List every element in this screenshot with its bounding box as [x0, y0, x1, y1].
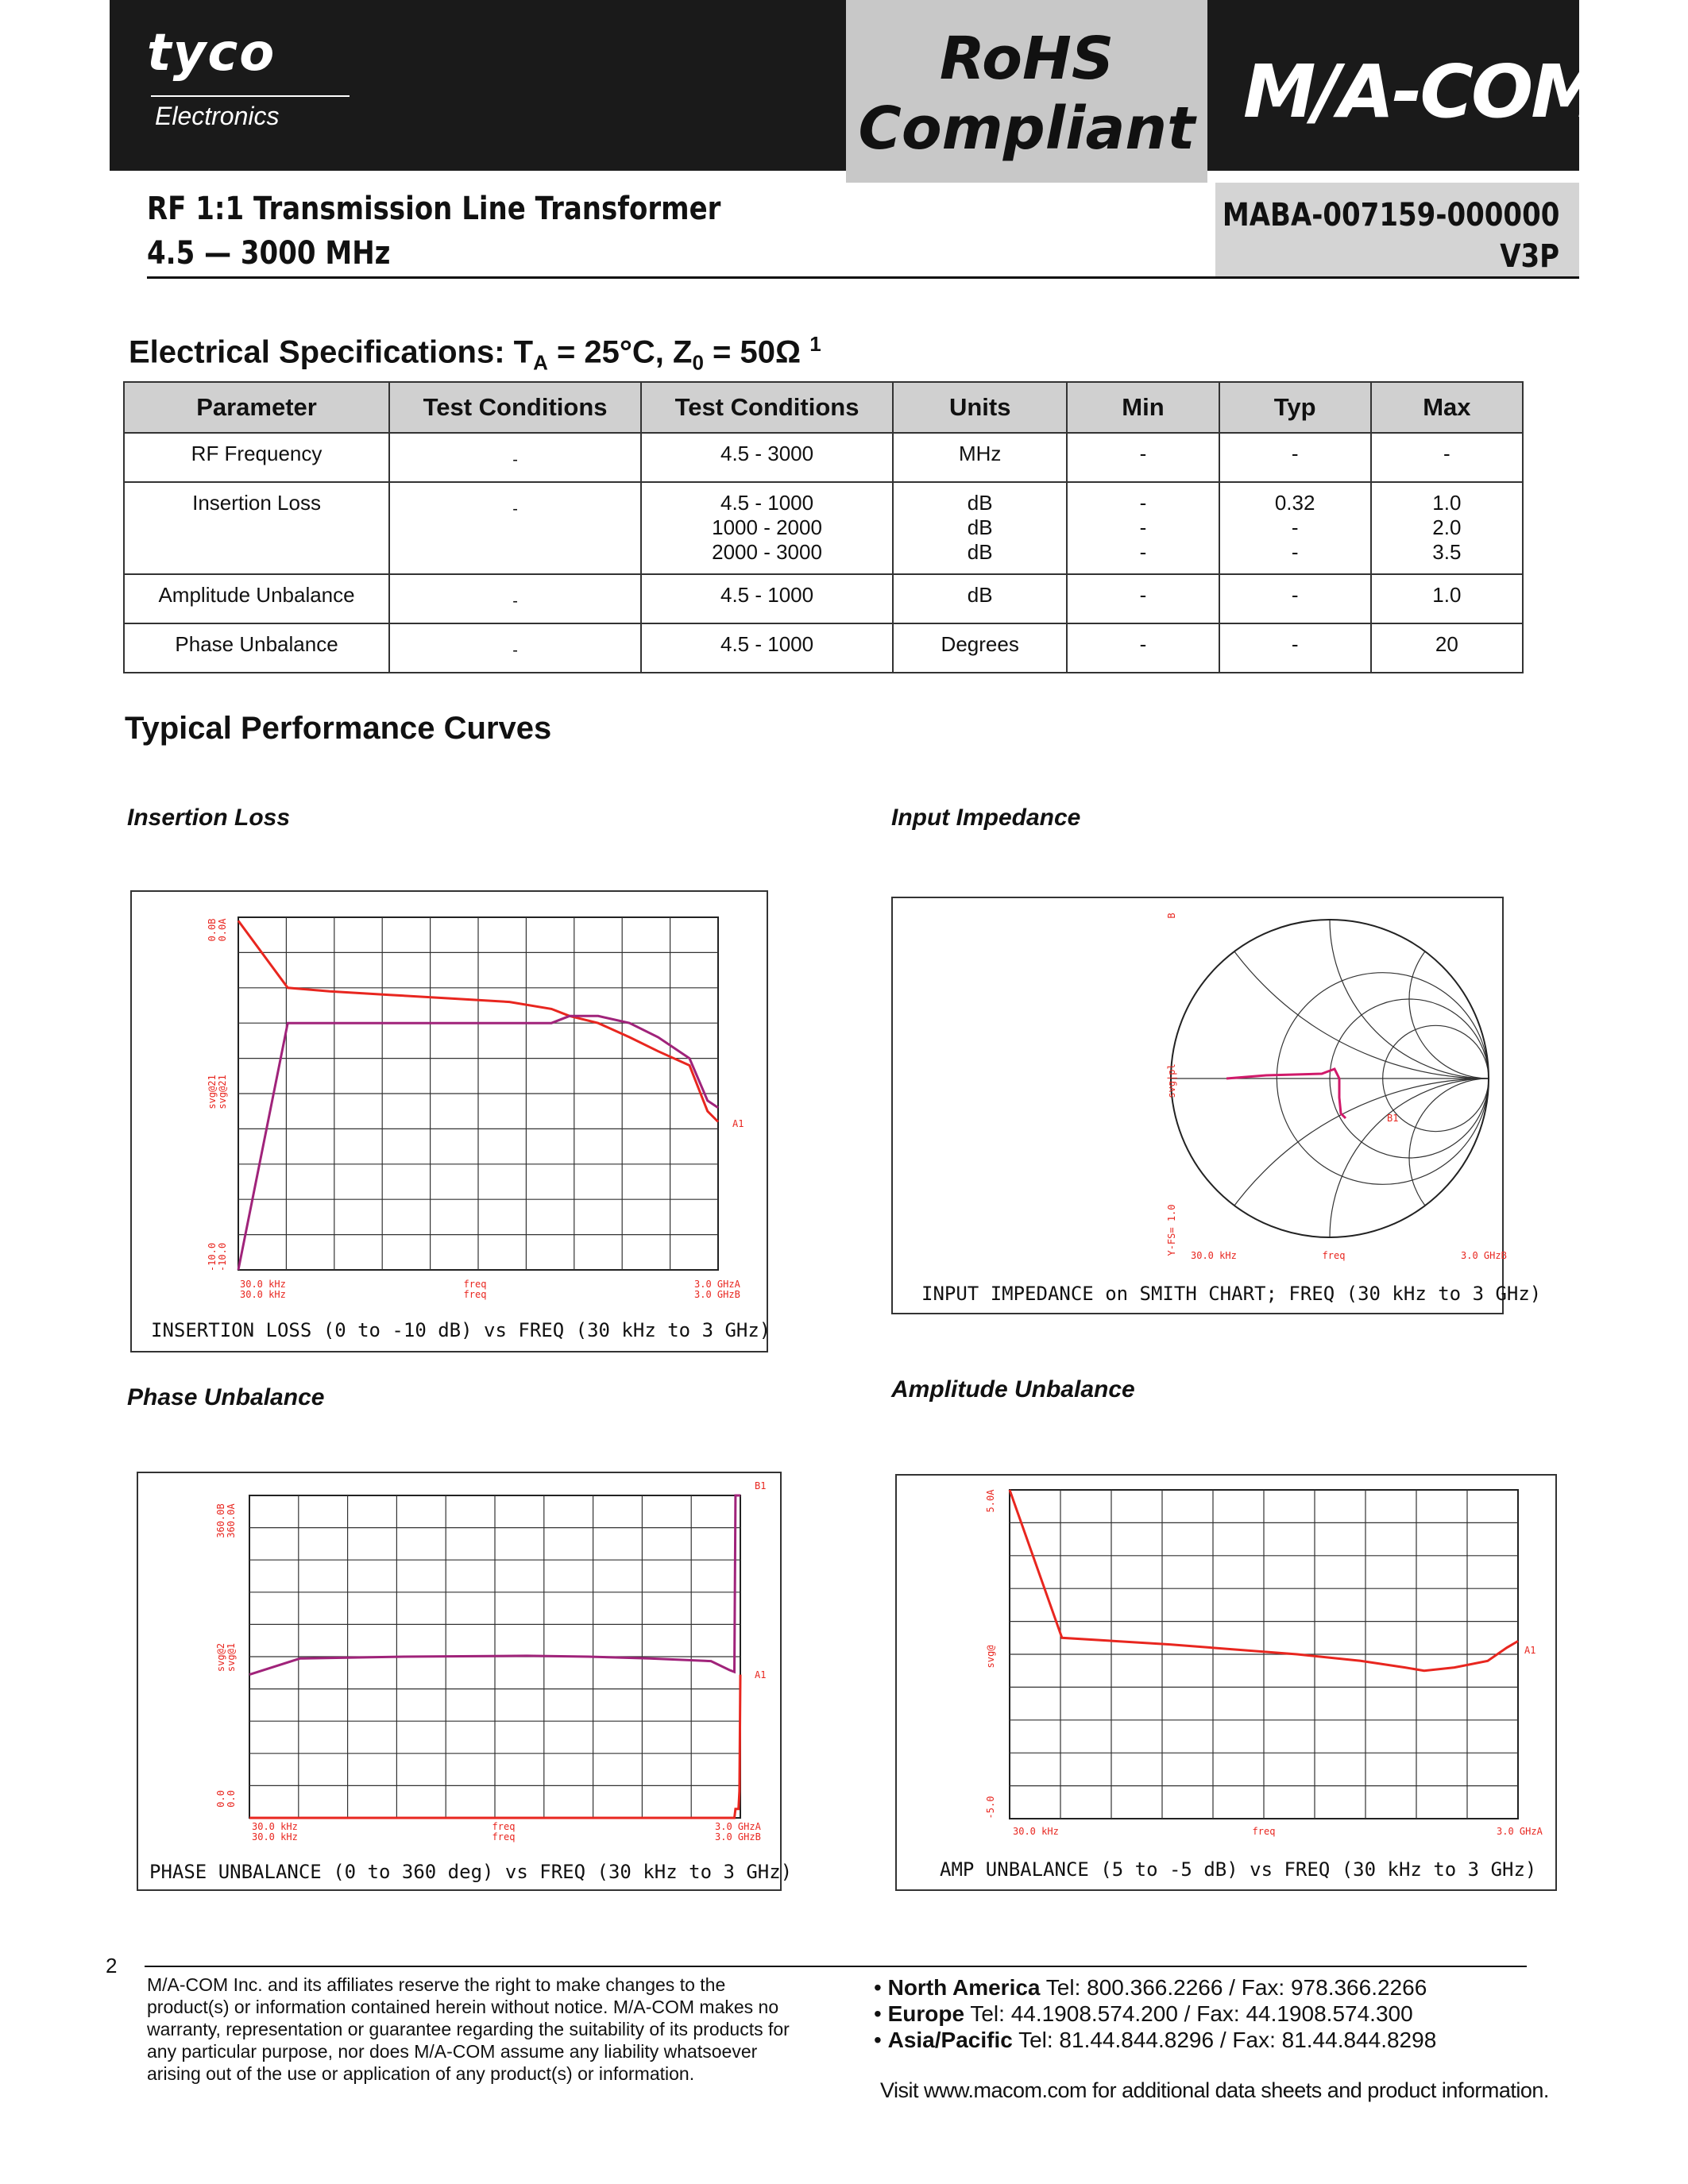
cell-cond2: 4.5 - 3000: [641, 433, 893, 482]
y-top-label-b: 360.0B: [215, 1503, 226, 1538]
table-row: [124, 623, 1523, 673]
x-end-label: 3.0 GHzB: [1461, 1250, 1507, 1261]
y-top-label-a: 0.0A: [217, 918, 228, 942]
cell-typ: -: [1219, 574, 1371, 623]
reactance-circle: [1330, 1078, 1647, 1396]
cell-cond1: -: [389, 482, 641, 574]
contact-region: Europe: [887, 2001, 965, 2026]
cell-units: MHz: [893, 433, 1067, 482]
table-row: [124, 433, 1523, 482]
cell-line: 2.0: [1432, 515, 1462, 539]
caption-amplitude-unbalance: Amplitude Unbalance: [891, 1376, 1135, 1403]
cell-parameter: Amplitude Unbalance: [124, 574, 389, 623]
chart-title: AMP UNBALANCE (5 to -5 dB) vs FREQ (30 kHz to 3 GHz): [940, 1858, 1537, 1881]
y-mid-label: svg|pl: [1166, 1063, 1177, 1098]
title-rule: [147, 276, 1579, 279]
spec-heading-footnote: 1: [809, 332, 821, 356]
cell-cond1: -: [389, 623, 641, 673]
grid: [238, 917, 718, 1270]
y-bot-label: Y-FS= 1.0: [1166, 1204, 1177, 1256]
x-end-label: 3.0 GHzA: [715, 1821, 761, 1832]
cell-min: -: [1067, 623, 1219, 673]
cell-line: 4.5 - 1000: [720, 491, 814, 515]
x-mid-label: freq: [1252, 1826, 1276, 1837]
cell-line: 0.32: [1274, 491, 1315, 515]
y-bot-label-a: -10.0: [217, 1242, 228, 1272]
y-top-label-b: 0.0B: [207, 918, 218, 942]
y-bot-label-b: -10.0: [207, 1242, 218, 1272]
part-number: MABA-007159-000000: [1222, 197, 1559, 233]
spec-heading: [129, 332, 821, 375]
contact-detail: Tel: 44.1908.574.200 / Fax: 44.1908.574.300: [964, 2001, 1413, 2026]
chart-input-impedance: [891, 897, 1542, 1314]
chart-phase-unbalance: [137, 1472, 793, 1891]
y-mid-label-a: svg@21: [217, 1075, 228, 1109]
x-mid-label: freq: [463, 1279, 487, 1290]
tyco-logo: tyco: [147, 24, 276, 83]
contact-asia-pacific: • Asia/Pacific Tel: 81.44.844.8296 / Fax: 81.44.844.8298: [874, 2028, 1437, 2052]
spec-heading-suffix: = 50Ω: [703, 334, 810, 370]
disclaimer: M/A-COM Inc. and its affiliates reserve the right to make changes to the product(s) or information contained herein without notice. M/A-COM makes no warranty, representation or guarantee regarding the suitability of its products for any particular purpose, nor does M/A-COM assume any liability whatsoever arising out of the use or application of any product(s) or information.: [147, 1974, 790, 2084]
chart-insertion-loss: [130, 890, 771, 1352]
macom-logo: M/A-COM: [1243, 49, 1601, 134]
tyco-logo-sub: Electronics: [155, 102, 280, 130]
version: V3P: [1500, 238, 1559, 275]
x-mid-label: freq: [463, 1289, 487, 1300]
col-typ: Typ: [1219, 382, 1371, 433]
cell-line: dB: [967, 515, 993, 539]
marker-label: A1: [1524, 1645, 1536, 1656]
cell-line: -: [1291, 515, 1299, 539]
contact-north-america: • North America Tel: 800.366.2266 / Fax: 978.366.2266: [874, 1975, 1427, 2000]
x-mid-label: freq: [1322, 1250, 1346, 1261]
cell-max: 20: [1371, 623, 1523, 673]
cell-line: 2000 - 3000: [712, 540, 822, 564]
cell-min: -: [1067, 433, 1219, 482]
x-end-label: 3.0 GHzB: [694, 1289, 740, 1300]
y-bot-label-a: 0.0: [226, 1790, 237, 1808]
series: [1226, 1069, 1346, 1118]
phase-unbalance-plot: [138, 1473, 780, 1889]
cell-units: Degrees: [893, 623, 1067, 673]
y-mid-label: svg@: [985, 1645, 996, 1669]
smith-chart-plot: [893, 898, 1507, 1313]
spec-heading-mid: = 25°C, Z: [547, 334, 693, 370]
y-top-label: 5.0A: [985, 1489, 996, 1513]
cell-min: -: [1067, 574, 1219, 623]
chart-title: INPUT IMPEDANCE on SMITH CHART; FREQ (30 kHz to 3 GHz): [921, 1283, 1542, 1305]
page-number: 2: [106, 1954, 118, 1978]
marker-label: B1: [1387, 1113, 1399, 1124]
caption-insertion-loss: Insertion Loss: [127, 805, 291, 831]
x-mid-label: freq: [492, 1831, 516, 1843]
cell-line: dB: [967, 491, 993, 515]
cell-line: -: [1291, 540, 1299, 564]
cell-line: -: [1139, 515, 1147, 539]
contact-region: North America: [887, 1975, 1041, 2000]
rohs-text: [846, 24, 1207, 164]
cell-units: [893, 482, 1067, 574]
cell-max: 1.0: [1371, 574, 1523, 623]
cell-line: 3.5: [1432, 540, 1462, 564]
col-parameter: Parameter: [124, 382, 389, 433]
contact-detail: Tel: 800.366.2266 / Fax: 978.366.2266: [1040, 1975, 1427, 2000]
x-mid-label: freq: [492, 1821, 516, 1832]
spec-heading-sub-0: 0: [692, 350, 704, 375]
tyco-logo-rule: [151, 95, 350, 97]
caption-input-impedance: Input Impedance: [891, 805, 1081, 831]
cell-max: [1371, 482, 1523, 574]
spec-table: [123, 381, 1524, 673]
cell-line: -: [1139, 491, 1147, 515]
insertion-loss-plot: [132, 892, 767, 1351]
cell-cond2: 4.5 - 1000: [641, 574, 893, 623]
cell-line: dB: [967, 540, 993, 564]
x-start-label: 30.0 kHz: [1191, 1250, 1237, 1261]
contact-europe: • Europe Tel: 44.1908.574.200 / Fax: 44.1908.574.300: [874, 2001, 1413, 2026]
y-mid-label-a: svg@1: [226, 1642, 237, 1673]
marker-label-b: B1: [755, 1480, 767, 1491]
x-start-label: 30.0 kHz: [240, 1279, 286, 1290]
x-start-label: 30.0 kHz: [252, 1831, 298, 1843]
reactance-circle: [1409, 920, 1568, 1078]
col-units: Units: [893, 382, 1067, 433]
cell-cond2: [641, 482, 893, 574]
chart-title: INSERTION LOSS (0 to -10 dB) vs FREQ (30 kHz to 3 GHz): [151, 1319, 771, 1341]
cell-cond1: -: [389, 433, 641, 482]
x-end-label: 3.0 GHzA: [694, 1279, 740, 1290]
curves-heading: Typical Performance Curves: [125, 711, 552, 746]
col-max: Max: [1371, 382, 1523, 433]
cell-parameter: Phase Unbalance: [124, 623, 389, 673]
spec-heading-text: Electrical Specifications: T: [129, 334, 534, 370]
x-end-label: 3.0 GHzB: [715, 1831, 761, 1843]
product-title: RF 1:1 Transmission Line Transformer: [147, 191, 721, 227]
cell-typ: -: [1219, 433, 1371, 482]
cell-line: 1000 - 2000: [712, 515, 822, 539]
col-min: Min: [1067, 382, 1219, 433]
spec-heading-sub-a: A: [533, 350, 548, 375]
caption-phase-unbalance: Phase Unbalance: [127, 1384, 325, 1410]
amplitude-unbalance-plot: [897, 1476, 1555, 1889]
col-test-conditions-1: Test Conditions: [389, 382, 641, 433]
cell-line: 1.0: [1432, 491, 1462, 515]
visit-website: Visit www.macom.com for additional data sheets and product information.: [880, 2078, 1549, 2102]
cell-cond2: 4.5 - 1000: [641, 623, 893, 673]
cell-units: dB: [893, 574, 1067, 623]
reactance-circle: [1330, 761, 1647, 1078]
grid: [1010, 1490, 1518, 1819]
y-mid-label-b: svg@21: [207, 1075, 218, 1109]
x-end-label: 3.0 GHzA: [1497, 1826, 1543, 1837]
product-freq-range: 4.5 — 3000 MHz: [147, 235, 391, 272]
cell-parameter: Insertion Loss: [124, 482, 389, 574]
spec-header-row: [124, 382, 1523, 433]
marker-label: A1: [732, 1118, 744, 1129]
y-mid-label-b: svg@2: [215, 1642, 226, 1673]
rohs-line1: RoHS: [939, 25, 1114, 93]
contact-detail: Tel: 81.44.844.8296 / Fax: 81.44.844.8298: [1012, 2028, 1437, 2052]
marker-label-a: A1: [755, 1669, 767, 1680]
cell-max: -: [1371, 433, 1523, 482]
chart-amplitude-unbalance: [895, 1474, 1557, 1891]
col-test-conditions-2: Test Conditions: [641, 382, 893, 433]
chart-title: PHASE UNBALANCE (0 to 360 deg) vs FREQ (30 kHz to 3 GHz): [149, 1861, 793, 1883]
y-bot-label: -5.0: [985, 1796, 996, 1819]
impedance-trace: [1226, 1069, 1346, 1118]
reactance-circle: [1409, 1078, 1568, 1237]
cell-cond1: -: [389, 574, 641, 623]
x-start-label: 30.0 kHz: [240, 1289, 286, 1300]
cell-min: [1067, 482, 1219, 574]
y-bot-label-b: 0.0: [215, 1790, 226, 1808]
table-row: [124, 574, 1523, 623]
y-top-label: B: [1166, 913, 1177, 919]
y-top-label-a: 360.0A: [226, 1503, 237, 1538]
contact-region: Asia/Pacific: [887, 2028, 1013, 2052]
rohs-line2: Compliant: [858, 95, 1196, 163]
cell-typ: -: [1219, 623, 1371, 673]
cell-typ: [1219, 482, 1371, 574]
table-row: [124, 482, 1523, 574]
cell-line: -: [1139, 540, 1147, 564]
x-start-label: 30.0 kHz: [1013, 1826, 1059, 1837]
footer-rule: [145, 1966, 1527, 1967]
x-start-label: 30.0 kHz: [252, 1821, 298, 1832]
cell-parameter: RF Frequency: [124, 433, 389, 482]
